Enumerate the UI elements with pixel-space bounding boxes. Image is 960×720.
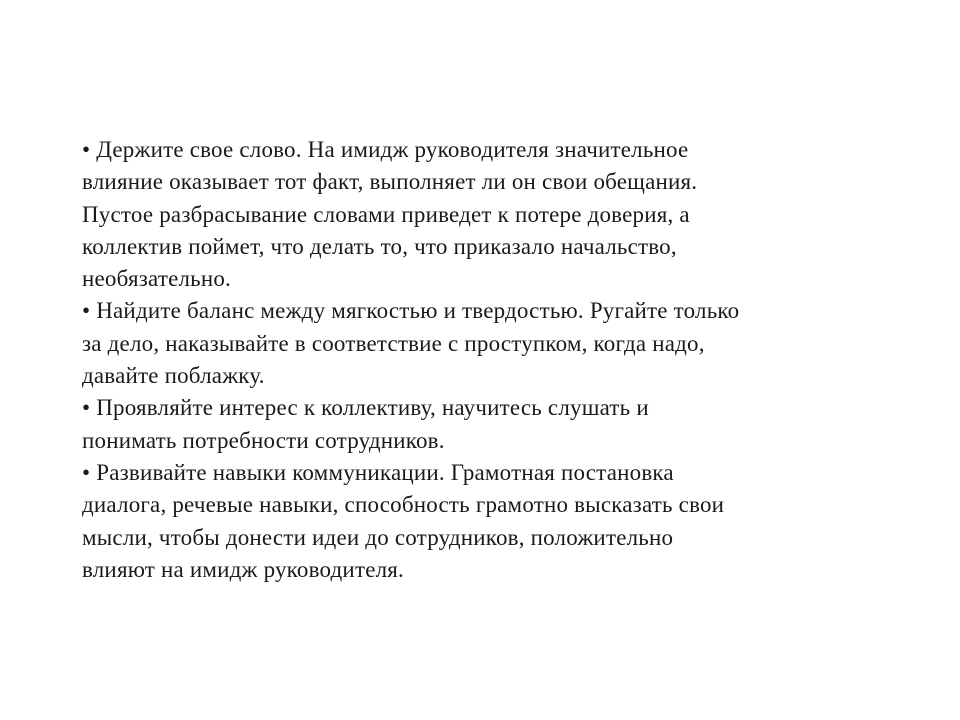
bullet-line: понимать потребности сотрудников. bbox=[82, 427, 445, 453]
slide-body bbox=[82, 134, 882, 586]
bullet-line: давайте поблажку. bbox=[82, 363, 265, 389]
bullet-line: коллектив поймет, что делать то, что приказало начальство, bbox=[82, 233, 677, 259]
bullet-line: • Проявляйте интерес к коллективу, научитесь слушать и bbox=[82, 395, 649, 421]
bullet-interest bbox=[82, 392, 882, 457]
bullet-line: влияние оказывает тот факт, выполняет ли он свои обещания. bbox=[82, 169, 698, 195]
bullet-communication bbox=[82, 457, 882, 586]
bullet-line: • Найдите баланс между мягкостью и твердостью. Ругайте только bbox=[82, 298, 740, 324]
bullet-line: за дело, наказывайте в соответствие с проступком, когда надо, bbox=[82, 330, 705, 356]
bullet-line: необязательно. bbox=[82, 266, 232, 292]
bullet-line: • Развивайте навыки коммуникации. Грамотная постановка bbox=[82, 459, 674, 485]
bullet-marker: • bbox=[82, 298, 91, 324]
bullet-marker: • bbox=[82, 395, 91, 421]
bullet-line: диалога, речевые навыки, способность грамотно высказать свои bbox=[82, 492, 725, 518]
bullet-balance bbox=[82, 295, 882, 392]
bullet-marker: • bbox=[82, 137, 91, 162]
bullet-keep-word bbox=[82, 134, 882, 295]
bullet-line: мысли, чтобы донести идеи до сотрудников, положительно bbox=[82, 524, 674, 550]
bullet-marker: • bbox=[82, 459, 91, 485]
bullet-line: влияют на имидж руководителя. bbox=[82, 556, 405, 582]
bullet-line: • Держите свое слово. На имидж руководителя значительное bbox=[82, 137, 689, 162]
bullet-line: Пустое разбрасывание словами приведет к потере доверия, а bbox=[82, 201, 690, 227]
